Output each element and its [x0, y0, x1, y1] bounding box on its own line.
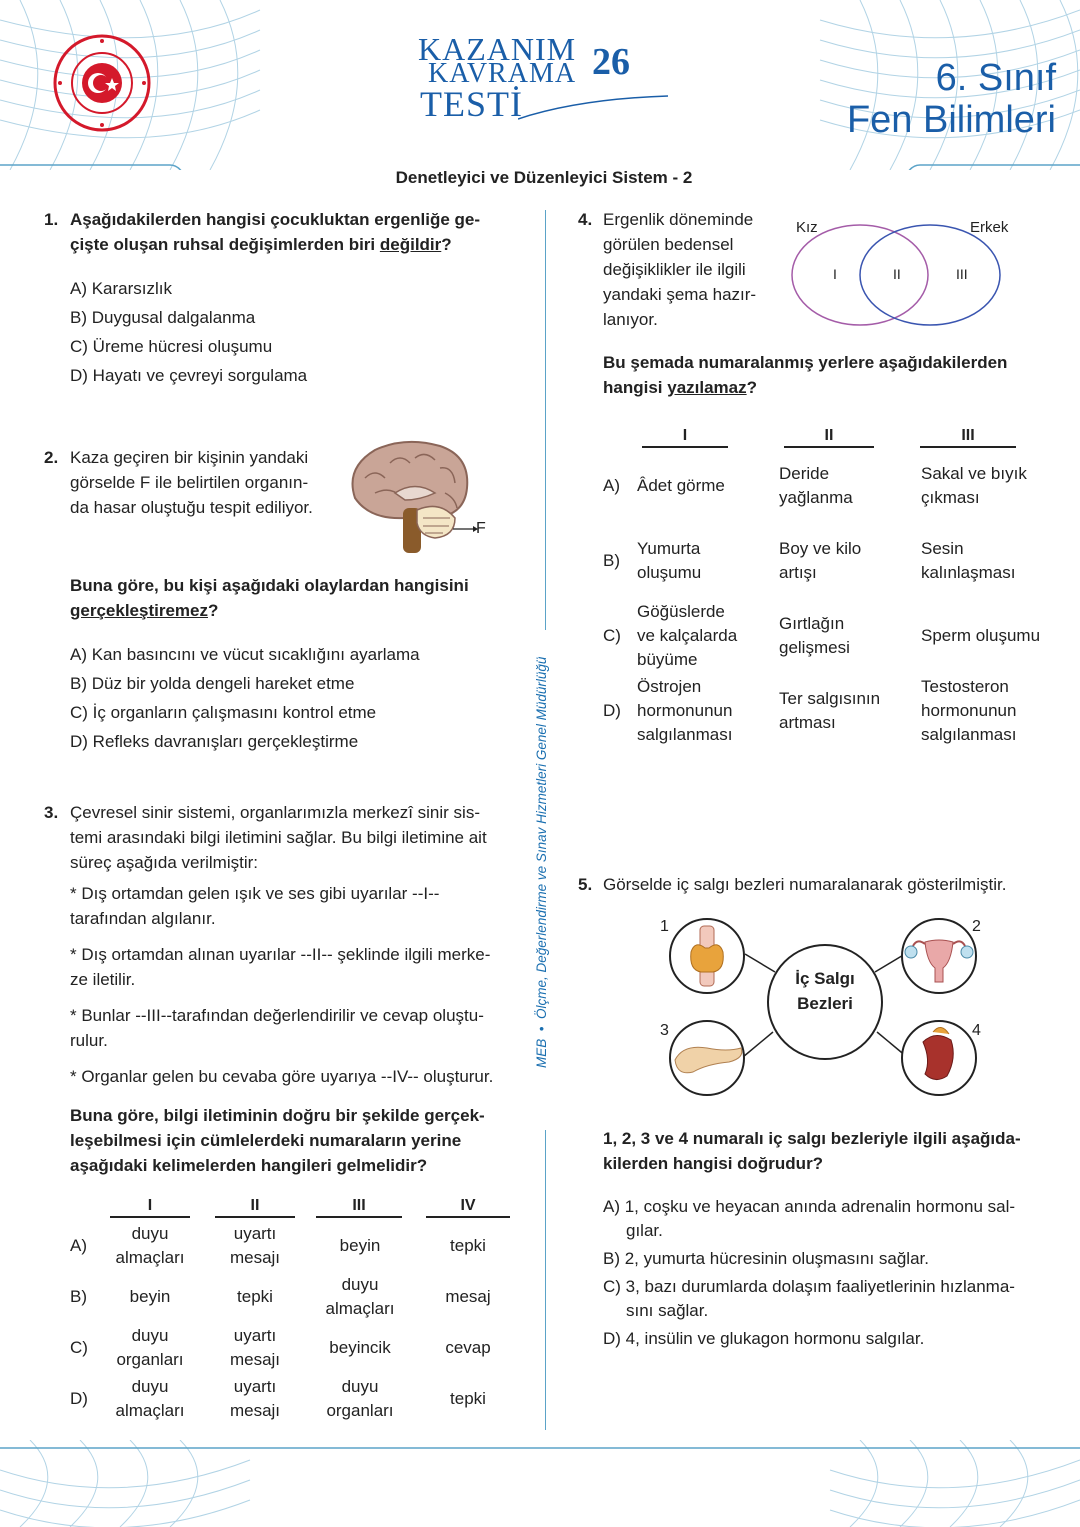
q2-ask [70, 573, 530, 623]
q3-header-iv: IV [426, 1196, 510, 1218]
question-3 [44, 800, 524, 1178]
q4-option-c[interactable]: C) Göğüslerde ve kalçalarda büyüme Gırtlağın gelişmesi Sperm oluşumu [603, 602, 1041, 669]
subject-label: Fen Bilimleri [846, 99, 1056, 141]
column-divider-bottom [545, 1130, 546, 1430]
option-label: A) [603, 476, 620, 495]
q3-header-iii: III [316, 1196, 402, 1218]
venn-label-girl: Kız [796, 219, 818, 236]
q5-ask-line-1: 1, 2, 3 ve 4 numaralı iç salgı bezleriyle ilgili aşağıda- [603, 1129, 1021, 1148]
question-5 [578, 872, 1058, 897]
q4-stem-line-4: yandaki şema hazır- [603, 285, 757, 304]
venn-region-1: I [833, 266, 837, 282]
question-number: 1. [44, 210, 59, 229]
q4-stem-line-3: değişiklikler ile ilgili [603, 260, 746, 279]
meb-seal [52, 33, 152, 133]
gland-number-3: 3 [660, 1022, 669, 1039]
option-label: D) [70, 1389, 88, 1408]
gland-number-1: 1 [660, 918, 669, 935]
gland-number-2: 2 [972, 918, 981, 935]
q3-step-4: * Organlar gelen bu cevaba göre uyarıya --IV-- oluşturur. [70, 1067, 494, 1086]
q5-option-a[interactable]: A) 1, coşku ve heyacan anında adrenalin hormonu sal- gılar. [603, 1197, 1016, 1240]
endocrine-diagram [655, 912, 995, 1102]
logo-swoosh [518, 94, 668, 124]
q3-step-1: * Dış ortamdan gelen ışık ve ses gibi uyarılar --I-- tarafından algılanır. [70, 884, 440, 928]
q2-option-c[interactable]: C) İç organların çalışmasını kontrol etme [70, 703, 377, 722]
question-1 [44, 207, 524, 390]
q3-stem-line-1: Çevresel sinir sistemi, organlarımızla merkezî sinir sis- [70, 803, 480, 822]
option-label: D) [603, 701, 621, 720]
q5-stem: Görselde iç salgı bezleri numaralanarak gösterilmiştir. [603, 875, 1007, 894]
q4-stem-line-1: Ergenlik döneminde [603, 210, 754, 229]
q2-stem-line-3: da hasar oluştuğu tespit ediliyor. [70, 498, 313, 517]
q2-stem-line-1: Kaza geçiren bir kişinin yandaki [70, 448, 309, 467]
footer-pattern [0, 1440, 1080, 1527]
q1-option-d[interactable]: D) Hayatı ve çevreyi sorgulama [70, 366, 308, 385]
gland-number-4: 4 [972, 1022, 981, 1039]
option-label: B) [603, 551, 620, 570]
q3-header-ii: II [215, 1196, 295, 1218]
q1-negation: değildir [379, 235, 442, 254]
q3-stem-line-2: temi arasındaki bilgi iletimini sağlar. Bu bilgi iletimine ait [70, 828, 487, 847]
q4-ask [603, 350, 1063, 400]
test-number: 26 [592, 41, 630, 83]
q5-ask [603, 1126, 1063, 1176]
question-number: 2. [44, 448, 59, 467]
q4-option-b[interactable]: B) Yumurta oluşumu Boy ve kilo artışı Sesin kalınlaşması [603, 539, 1016, 582]
q3-stem-line-3: süreç aşağıda verilmiştir: [70, 853, 259, 872]
venn-diagram [790, 215, 1030, 330]
logo-line-2: KAVRAMA [428, 58, 577, 89]
q3-option-b[interactable]: B) beyin tepki duyu almaçları mesaj [70, 1275, 491, 1318]
question-4 [578, 207, 778, 332]
side-office: Ölçme, Değerlendirme ve Sınav Hizmetleri Genel Müdürlüğü [534, 656, 549, 1019]
side-office-text [534, 578, 549, 1068]
q2-stem-line-2: görselde F ile belirtilen organın- [70, 473, 309, 492]
figure-label-f: F [476, 520, 486, 537]
venn-region-3: III [956, 266, 968, 282]
venn-circle-boy [860, 225, 1000, 325]
q4-ask-line-1: Bu şemada numaralanmış yerlere aşağıdakilerden [603, 353, 1008, 372]
q3-header-i: I [110, 1196, 190, 1218]
q4-header-ii: II [784, 426, 874, 448]
q2-option-d[interactable]: D) Refleks davranışları gerçekleştirme [70, 732, 359, 751]
q4-option-d[interactable]: D) Östrojen hormonunun salgılanması Ter salgısının artması Testosteron hormonunun salgılanması [603, 677, 1017, 744]
q1-stem-line-2: çişte oluşan ruhsal değişimlerden biri değildir? [70, 235, 452, 254]
grade-label: 6. Sınıf [935, 57, 1056, 99]
q3-option-a[interactable]: A) duyu almaçları uyartı mesajı beyin tepki [70, 1224, 486, 1267]
option-label: C) [603, 626, 621, 645]
logo-line-3: TESTİ [420, 84, 523, 124]
venn-label-boy: Erkek [970, 219, 1009, 236]
q2-option-a[interactable]: A) Kan basıncını ve vücut sıcaklığını ayarlama [70, 645, 420, 664]
q5-option-d[interactable]: D) 4, insülin ve glukagon hormonu salgılar. [603, 1329, 925, 1348]
venn-region-2: II [893, 266, 901, 282]
q3-option-d[interactable]: D) duyu almaçları uyartı mesajı duyu organları tepki [70, 1377, 486, 1420]
side-bullet: • [534, 1026, 549, 1032]
q3-step-2: * Dış ortamdan alınan uyarılar --II-- şeklinde ilgili merke- ze iletilir. [70, 945, 491, 989]
q5-ask-line-2: kilerden hangisi doğrudur? [603, 1154, 824, 1173]
q4-stem-line-5: lanıyor. [603, 310, 658, 329]
question-number: 3. [44, 803, 59, 822]
q1-option-a[interactable]: A) Kararsızlık [70, 279, 173, 298]
q2-options [70, 640, 530, 756]
center-label: İç Salgı Bezleri [795, 969, 855, 1013]
q4-stem-line-2: görülen bedensel [603, 235, 734, 254]
q4-header-i: I [642, 426, 728, 448]
q5-option-b[interactable]: B) 2, yumurta hücresinin oluşmasını sağlar. [603, 1249, 929, 1268]
q2-ask-line-1: Buna göre, bu kişi aşağıdaki olaylardan hangisini [70, 576, 469, 595]
q1-option-b[interactable]: B) Duygusal dalgalanma [70, 308, 256, 327]
q3-ask: Buna göre, bilgi iletiminin doğru bir şekilde gerçek- leşebilmesi için cümlelerdeki numaraların yerine aşağıdaki kelimelerden hangileri gelmelidir? [70, 1106, 485, 1175]
option-label: B) [70, 1287, 87, 1306]
q4-header-iii: III [920, 426, 1016, 448]
q4-option-a[interactable]: A) Âdet görme Deride yağlanma Sakal ve bıyık çıkması [603, 464, 1027, 507]
q3-option-c[interactable]: C) duyu organları uyartı mesajı beyincik cevap [70, 1326, 491, 1369]
option-label: A) [70, 1236, 87, 1255]
topic-title: Denetleyici ve Düzenleyici Sistem - 2 [395, 168, 693, 187]
q4-ask-line-2: hangisi yazılamaz? [603, 378, 758, 397]
q1-option-c[interactable]: C) Üreme hücresi oluşumu [70, 337, 273, 356]
q2-ask-line-2: gerçekleştiremez? [70, 601, 219, 620]
q1-stem-line-1: Aşağıdakilerden hangisi çocukluktan ergenliğe ge- [70, 210, 481, 229]
column-divider-top [545, 210, 546, 630]
q5-option-c[interactable]: C) 3, bazı durumlarda dolaşım faaliyetlerinin hızlanma- sını sağlar. [603, 1277, 1015, 1320]
q2-option-b[interactable]: B) Düz bir yolda dengeli hareket etme [70, 674, 355, 693]
question-number: 4. [578, 210, 593, 229]
side-meb: MEB [534, 1038, 549, 1068]
test-logo [418, 31, 678, 134]
q3-step-3: * Bunlar --III--tarafından değerlendirilir ve cevap oluştu- rulur. [70, 1006, 484, 1050]
q5-options [603, 1195, 1063, 1351]
logo-line-1: KAZANIM [418, 31, 577, 67]
option-label: C) [70, 1338, 88, 1357]
question-number: 5. [578, 875, 593, 894]
brain-figure [345, 438, 495, 563]
